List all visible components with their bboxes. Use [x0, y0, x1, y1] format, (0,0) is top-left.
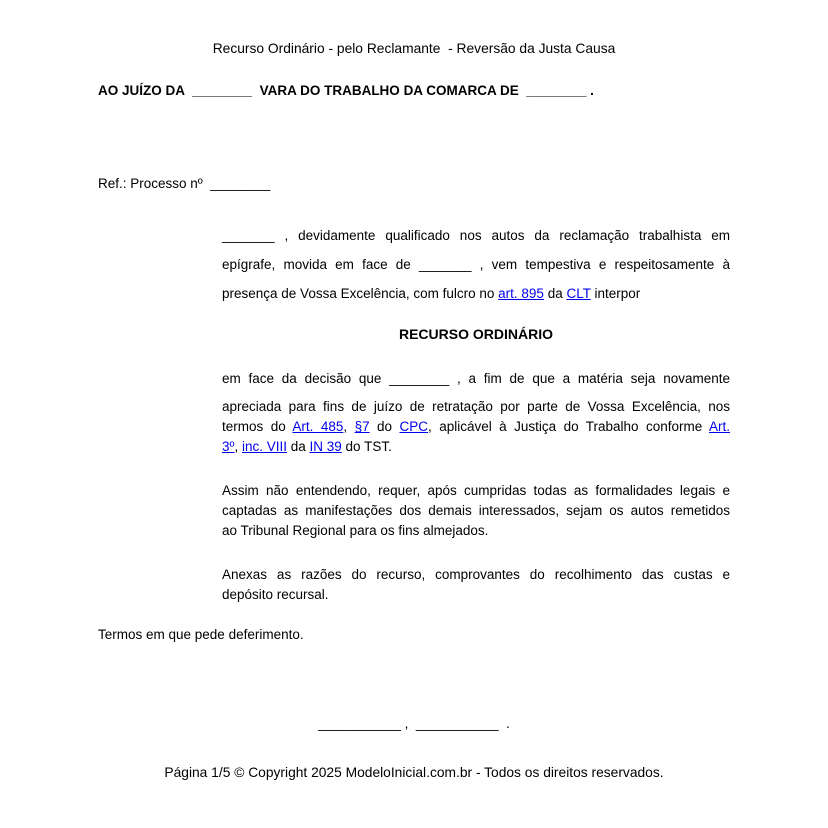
- paragraph-line: [222, 417, 730, 437]
- link-clt[interactable]: CLT: [566, 286, 591, 301]
- paragraph-line: [222, 279, 730, 308]
- link-art-3[interactable]: Art.: [708, 419, 730, 434]
- paragraph-text: ,: [343, 419, 355, 434]
- paragraph-text: interpor: [590, 286, 641, 301]
- paragraph-line: epígrafe, movida em face de _______ , vem tempestiva e respeitosamente à: [222, 257, 730, 272]
- paragraph-line: Anexas as razões do recurso, comprovantes do recolhimento das custas e: [222, 567, 730, 582]
- paragraph-text: ,: [234, 439, 242, 454]
- link-inc-viii[interactable]: inc. VIII: [241, 439, 287, 454]
- intro-paragraph: [222, 221, 730, 308]
- merits-paragraph: [222, 397, 730, 457]
- page-footer: Página 1/5 © Copyright 2025 ModeloInicial.com.br - Todos os direitos reservados.: [164, 765, 664, 780]
- link-art-3[interactable]: 3º: [222, 439, 235, 454]
- paragraph-text: termos do: [222, 419, 293, 434]
- recurso-ordinario-heading: RECURSO ORDINÁRIO: [398, 326, 553, 342]
- paragraph-text: do TST.: [341, 439, 392, 454]
- paragraph-line: depósito recursal.: [222, 587, 329, 602]
- link-art-895[interactable]: art. 895: [498, 286, 544, 301]
- paragraph-text: , aplicável à Justiça do Trabalho conforme: [428, 419, 709, 434]
- paragraph-text: do: [369, 419, 400, 434]
- paragraph-line: ao Tribunal Regional para os fins almejados.: [222, 523, 489, 538]
- document-title: Recurso Ordinário - pelo Reclamante - Reversão da Justa Causa: [212, 41, 616, 56]
- link-paragraph-7[interactable]: §7: [354, 419, 370, 434]
- merits-paragraph-start: [222, 364, 730, 393]
- paragraph-line: [222, 437, 730, 457]
- closing-line: Termos em que pede deferimento.: [98, 627, 304, 642]
- request-paragraph: [222, 481, 730, 541]
- process-ref-line: Ref.: Processo nº ________: [98, 176, 271, 191]
- paragraph-text: da: [286, 439, 310, 454]
- signature-place-date-line: ___________ , ___________ .: [318, 716, 510, 731]
- paragraph-text: presença de Vossa Excelência, com fulcro no: [222, 286, 499, 301]
- paragraph-line: apreciada para fins de juízo de retratação por parte de Vossa Excelência, nos: [222, 399, 730, 414]
- attachments-paragraph: [222, 565, 730, 605]
- addressee-line: AO JUÍZO DA ________ VARA DO TRABALHO DA COMARCA DE ________ .: [98, 83, 594, 98]
- paragraph-text: da: [543, 286, 567, 301]
- paragraph-line: captadas as manifestações dos demais interessados, sejam os autos remetidos: [222, 503, 730, 518]
- paragraph-line: _______ , devidamente qualificado nos autos da reclamação trabalhista em: [222, 228, 730, 243]
- link-cpc[interactable]: CPC: [399, 419, 429, 434]
- link-in-39[interactable]: IN 39: [309, 439, 342, 454]
- paragraph-line: Assim não entendendo, requer, após cumpridas todas as formalidades legais e: [222, 483, 730, 498]
- link-art-485[interactable]: Art. 485: [292, 419, 344, 434]
- paragraph-line: em face da decisão que ________ , a fim de que a matéria seja novamente: [222, 371, 730, 386]
